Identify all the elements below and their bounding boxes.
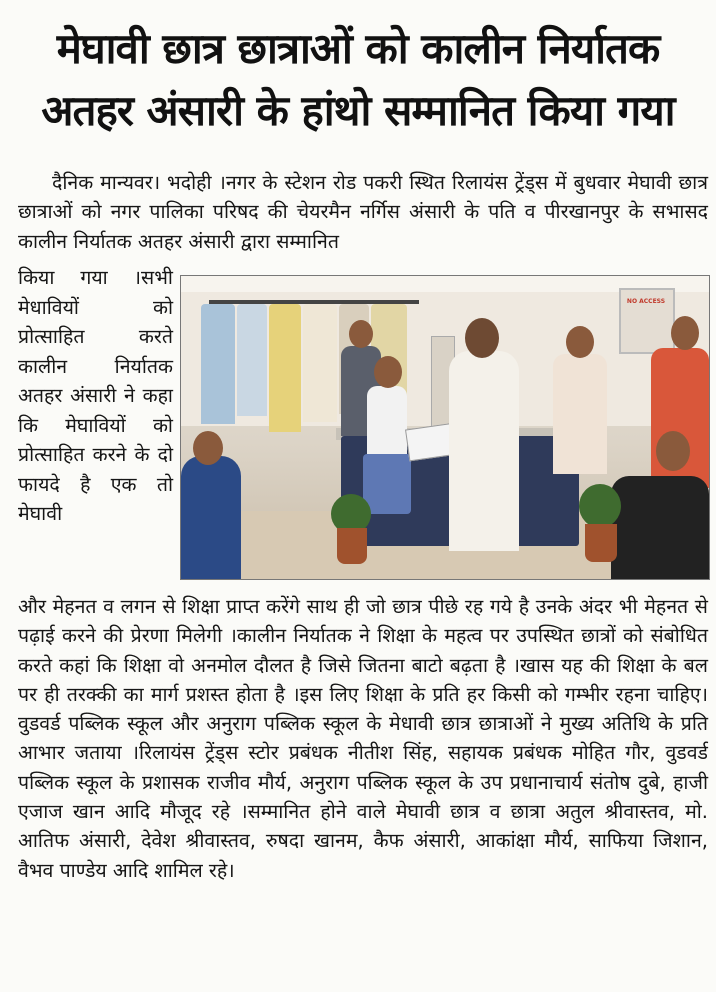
person-head: [566, 326, 594, 358]
plant-pot-2: [585, 524, 617, 562]
news-photo: [180, 275, 710, 580]
plant-leaves-2: [579, 484, 621, 528]
article-paragraph-wrap: किया गया ।सभी मेधावियों को प्रोत्साहित करते कालीन निर्यातक अतहर अंसारी ने कहा कि मेघावियों को प्रोत्साहित करने के दो फायदे है एक तो मेघावी: [18, 266, 173, 525]
intro-text: दैनिक मान्यवर। भदोही ।नगर के स्टेशन रोड पकरी स्थित रिलायंस ट्रेंड्स में बुधवार मेघावी छात्र छात्राओं को नगर पालिका परिषद की चेयरमैन नर्गिस अंसारी के पति व पीरखानपुर के सभासद कालीन निर्यातक अतहर अंसारी द्वारा सम्मानित: [18, 171, 708, 253]
article-paragraph-intro: [18, 168, 708, 256]
article-paragraph-main: और मेहनत व लगन से शिक्षा प्राप्त करेंगे साथ ही जो छात्र पीछे रह गये है उनके अंदर भी मेहनत से पढ़ाई करने की प्रेरणा मिलेगी ।कालीन निर्यातक ने शिक्षा के महत्व पर उपस्थित छात्रों को संबोधित करते कहां कि शिक्षा वो अनमोल दौलत है जिसे जितना बाटो बढ़ता है ।खास यह की शिक्षा के बल पर ही तरक्की का मार्ग प्रशस्त होता है ।इस लिए शिक्षा के प्रति हर किसी को गम्भीर रहना चाहिए। वुडवर्ड पब्लिक स्कूल और अनुराग पब्लिक स्कूल के मेधावी छात्र छात्राओं ने मुख्य अतिथि के प्रति आभार जताया ।रिलायंस ट्रेंड्स स्टोर प्रबंधक नीतीश सिंह, सहायक प्रबंधक मोहित गौर, वुडवर्ड पब्लिक स्कूल के प्रशासक राजीव मौर्य, अनुराग पब्लिक स्कूल के उप प्रधानाचार्य संतोष दुबे, हाजी एजाज खान आदि मौजूद रहे ।सम्मानित होने वाले मेघावी छात्र व छात्रा अतुल श्रीवास्तव, मो. आतिफ अंसारी, देवेश श्रीवास्तव, रुषदा खानम, कैफ अंसारी, आकांक्षा मौर्य, साफिया जिशान, वैभव पाण्डेय आदि शामिल रहे।: [18, 595, 708, 882]
person-head: [465, 318, 499, 358]
garment-4: [303, 304, 337, 422]
headline-line-1: मेघावी छात्र छात्राओं को कालीन निर्यातक: [56, 24, 660, 73]
person-seated-woman: [181, 456, 241, 580]
person-head: [193, 431, 223, 465]
person-head: [349, 320, 373, 348]
plant-pot-1: [337, 528, 367, 564]
article-headline: [10, 18, 706, 142]
person-student-shirt: [367, 386, 407, 456]
person-head: [374, 356, 402, 388]
person-head: [656, 431, 690, 471]
person-man-right: [553, 354, 607, 474]
person-chief-guest: [449, 351, 519, 551]
person-seated-man: [611, 476, 709, 580]
person-student-skirt: [363, 454, 411, 514]
person-head: [671, 316, 699, 350]
headline-line-2: अतहर अंसारी के हांथो सम्मानित किया गया: [41, 86, 675, 135]
no-access-sign: NO ACCESS: [626, 298, 666, 305]
garment-2: [237, 304, 267, 416]
garment-3: [269, 304, 301, 432]
garment-1: [201, 304, 235, 424]
